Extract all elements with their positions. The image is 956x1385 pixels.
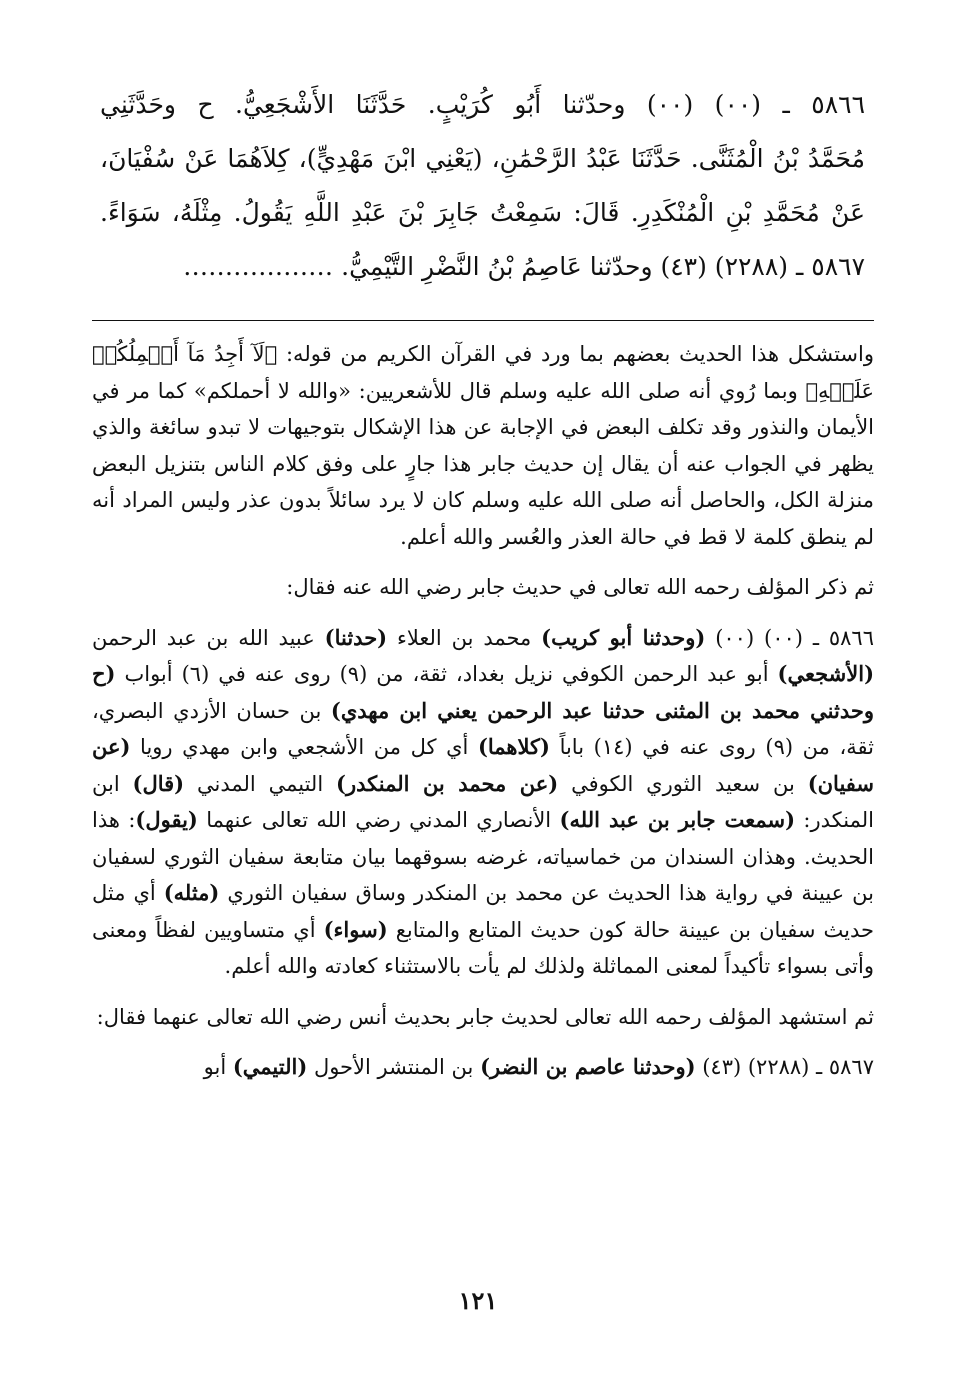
commentary-paragraph: ثم ذكر المؤلف رحمه الله تعالى في حديث جابر رضي الله عنه فقال: [286,575,874,599]
commentary-text: بن حسان الأزدي البصري، ثقة، من (٩) روى عنه في (١٤) باباً [92,698,874,759]
commentary-paragraph [92,1049,874,1086]
hadith-line: مُحَمَّدُ بْنُ الْمُثَنَّى. حَدَّثَنَا عَبْدُ الرَّحْمَٰنِ، (يَعْنِي ابْنَ مَهْدِيٍّ)، كِلاَهُمَا عَنْ سُفْيَانَ، [100,144,865,173]
commentary-block [92,336,874,1086]
commentary-text: : هذا الحديث. وهذان السندان من خماسياته، غرضه بسوقهما بيان متابعة سفيان الثوري لسفيان بن عيينة في رواية هذا الحديث عن محمد بن المنكدر وساق سفيان الثوري [92,808,874,905]
hadith-line: ٥٨٦٦ ـ (٠٠) (٠٠) وحدّثنا أَبُو كُرَيْبٍ. حَدَّثَنَا الأَشْجَعِيُّ. ح وحَدَّثَنِي [100,90,865,119]
commentary-text: أبو [203,1055,233,1079]
commentary-text: محمد بن العلاء [387,625,542,650]
commentary-text: أي متساويين لفظاً ومعنى وأتى بسواء تأكيداً لمعنى المماثلة ولذلك لم يأت بالاستثناء كعادته والله أعلم. [92,917,874,978]
bold-quote: (وحدثنا أبو كريب) [541,624,706,650]
bold-quote: (حدثنا) [324,624,388,650]
bold-quote: (مثله) [163,880,220,905]
commentary-text: أبو عبد الرحمن الكوفي نزيل بغداد، ثقة، من (٩) روى عنه في (٦) أبواب [115,662,778,686]
commentary-text: عبيد الله بن عبد الرحمن [92,625,325,650]
commentary-text: ابن المنكدر: [92,771,874,832]
hadith-line [100,240,865,294]
commentary-text: الأنصاري المدني رضي الله تعالى عنهما [197,808,560,832]
bold-quote: (يقول) [135,807,198,832]
bold-quote: (سمعت جابر بن عبد الله) [559,807,796,832]
hadith-line-text: ٥٨٦٧ ـ (٢٢٨٨) (٤٣) وحدّثنا عَاصِمُ بْنُ النَّضْرِ التَّيْمِيُّ. [341,252,865,281]
bold-quote: (وحدثنا عاصم بن النضر) [480,1054,696,1079]
bold-quote: (سواء) [323,916,388,942]
bold-quote: (الأشجعي) [777,661,874,686]
bold-quote: (قال) [132,770,185,796]
bold-quote: (التيمي) [232,1054,308,1079]
hadith-text-block [100,78,865,294]
commentary-text: بن سعيد الثوري الكوفي [558,771,808,796]
commentary-paragraph: واستشكل هذا الحديث بعضهم بما ورد في القرآن الكريم من قوله: ﴿لَآ أَجِدُ مَآ أَحۡمِلُكُمۡ عَلَيۡهِ﴾ وبما رُوي أنه صلى الله عليه وسلم قال للأشعريين: «والله لا أحملكم» كما مر في الأيمان والنذور وقد تكلف البعض في الإجابة عن هذا الإشكال بتوجيهات لا تبدو سائغة والذي يظهر في الجواب عنه أن يقال إن حديث جابر هذا جارٍ على وفق كلام الناس بتنزيل البعض منزلة الكل، والحاصل أنه صلى الله عليه وسلم كان لا يرد سائلاً بدون عذر وليس المراد أنه لم ينطق كلمة لا قط في حالة العذر والعُسر والله أعلم. [92,342,874,549]
page-number: ١٢١ [458,1286,498,1315]
continuation-dots: ……………… [183,252,334,281]
bold-quote: (كلاهما) [477,734,550,759]
bold-quote: (عن سفيان) [92,734,875,796]
hadith-number: ٥٨٦٦ ـ (٠٠) (٠٠) [705,625,874,650]
commentary-paragraph [92,620,874,985]
commentary-text: التيمي المدني [184,771,337,796]
commentary-text: أي مثل حديث سفيان بن عيينة حالة كون حديث المتابع والمتابع [92,881,874,942]
commentary-text: أي كل من الأشجعي وابن مهدي رويا [130,735,478,759]
hadith-line: عَنْ مُحَمَّدِ بْنِ الْمُنْكَدِرِ. قَالَ: سَمِعْتُ جَابِرَ بْنَ عَبْدِ اللَّهِ يَقُولُ. مِثْلَهُ، سَوَاءً. [100,198,865,227]
bold-quote: (ح وحدثني محمد بن المثنى حدثنا عبد الرحمن يعني ابن مهدي) [92,661,875,723]
bold-quote: (عن محمد بن المنكدر) [336,770,559,796]
commentary-paragraph: ثم استشهد المؤلف رحمه الله تعالى لحديث جابر بحديث أنس رضي الله تعالى عنهما فقال: [96,1004,874,1029]
footnote-divider [92,320,874,321]
commentary-text: بن المنتشر الأحول [307,1055,481,1079]
hadith-number: ٥٨٦٧ ـ (٢٢٨٨) (٤٣) [695,1055,874,1079]
